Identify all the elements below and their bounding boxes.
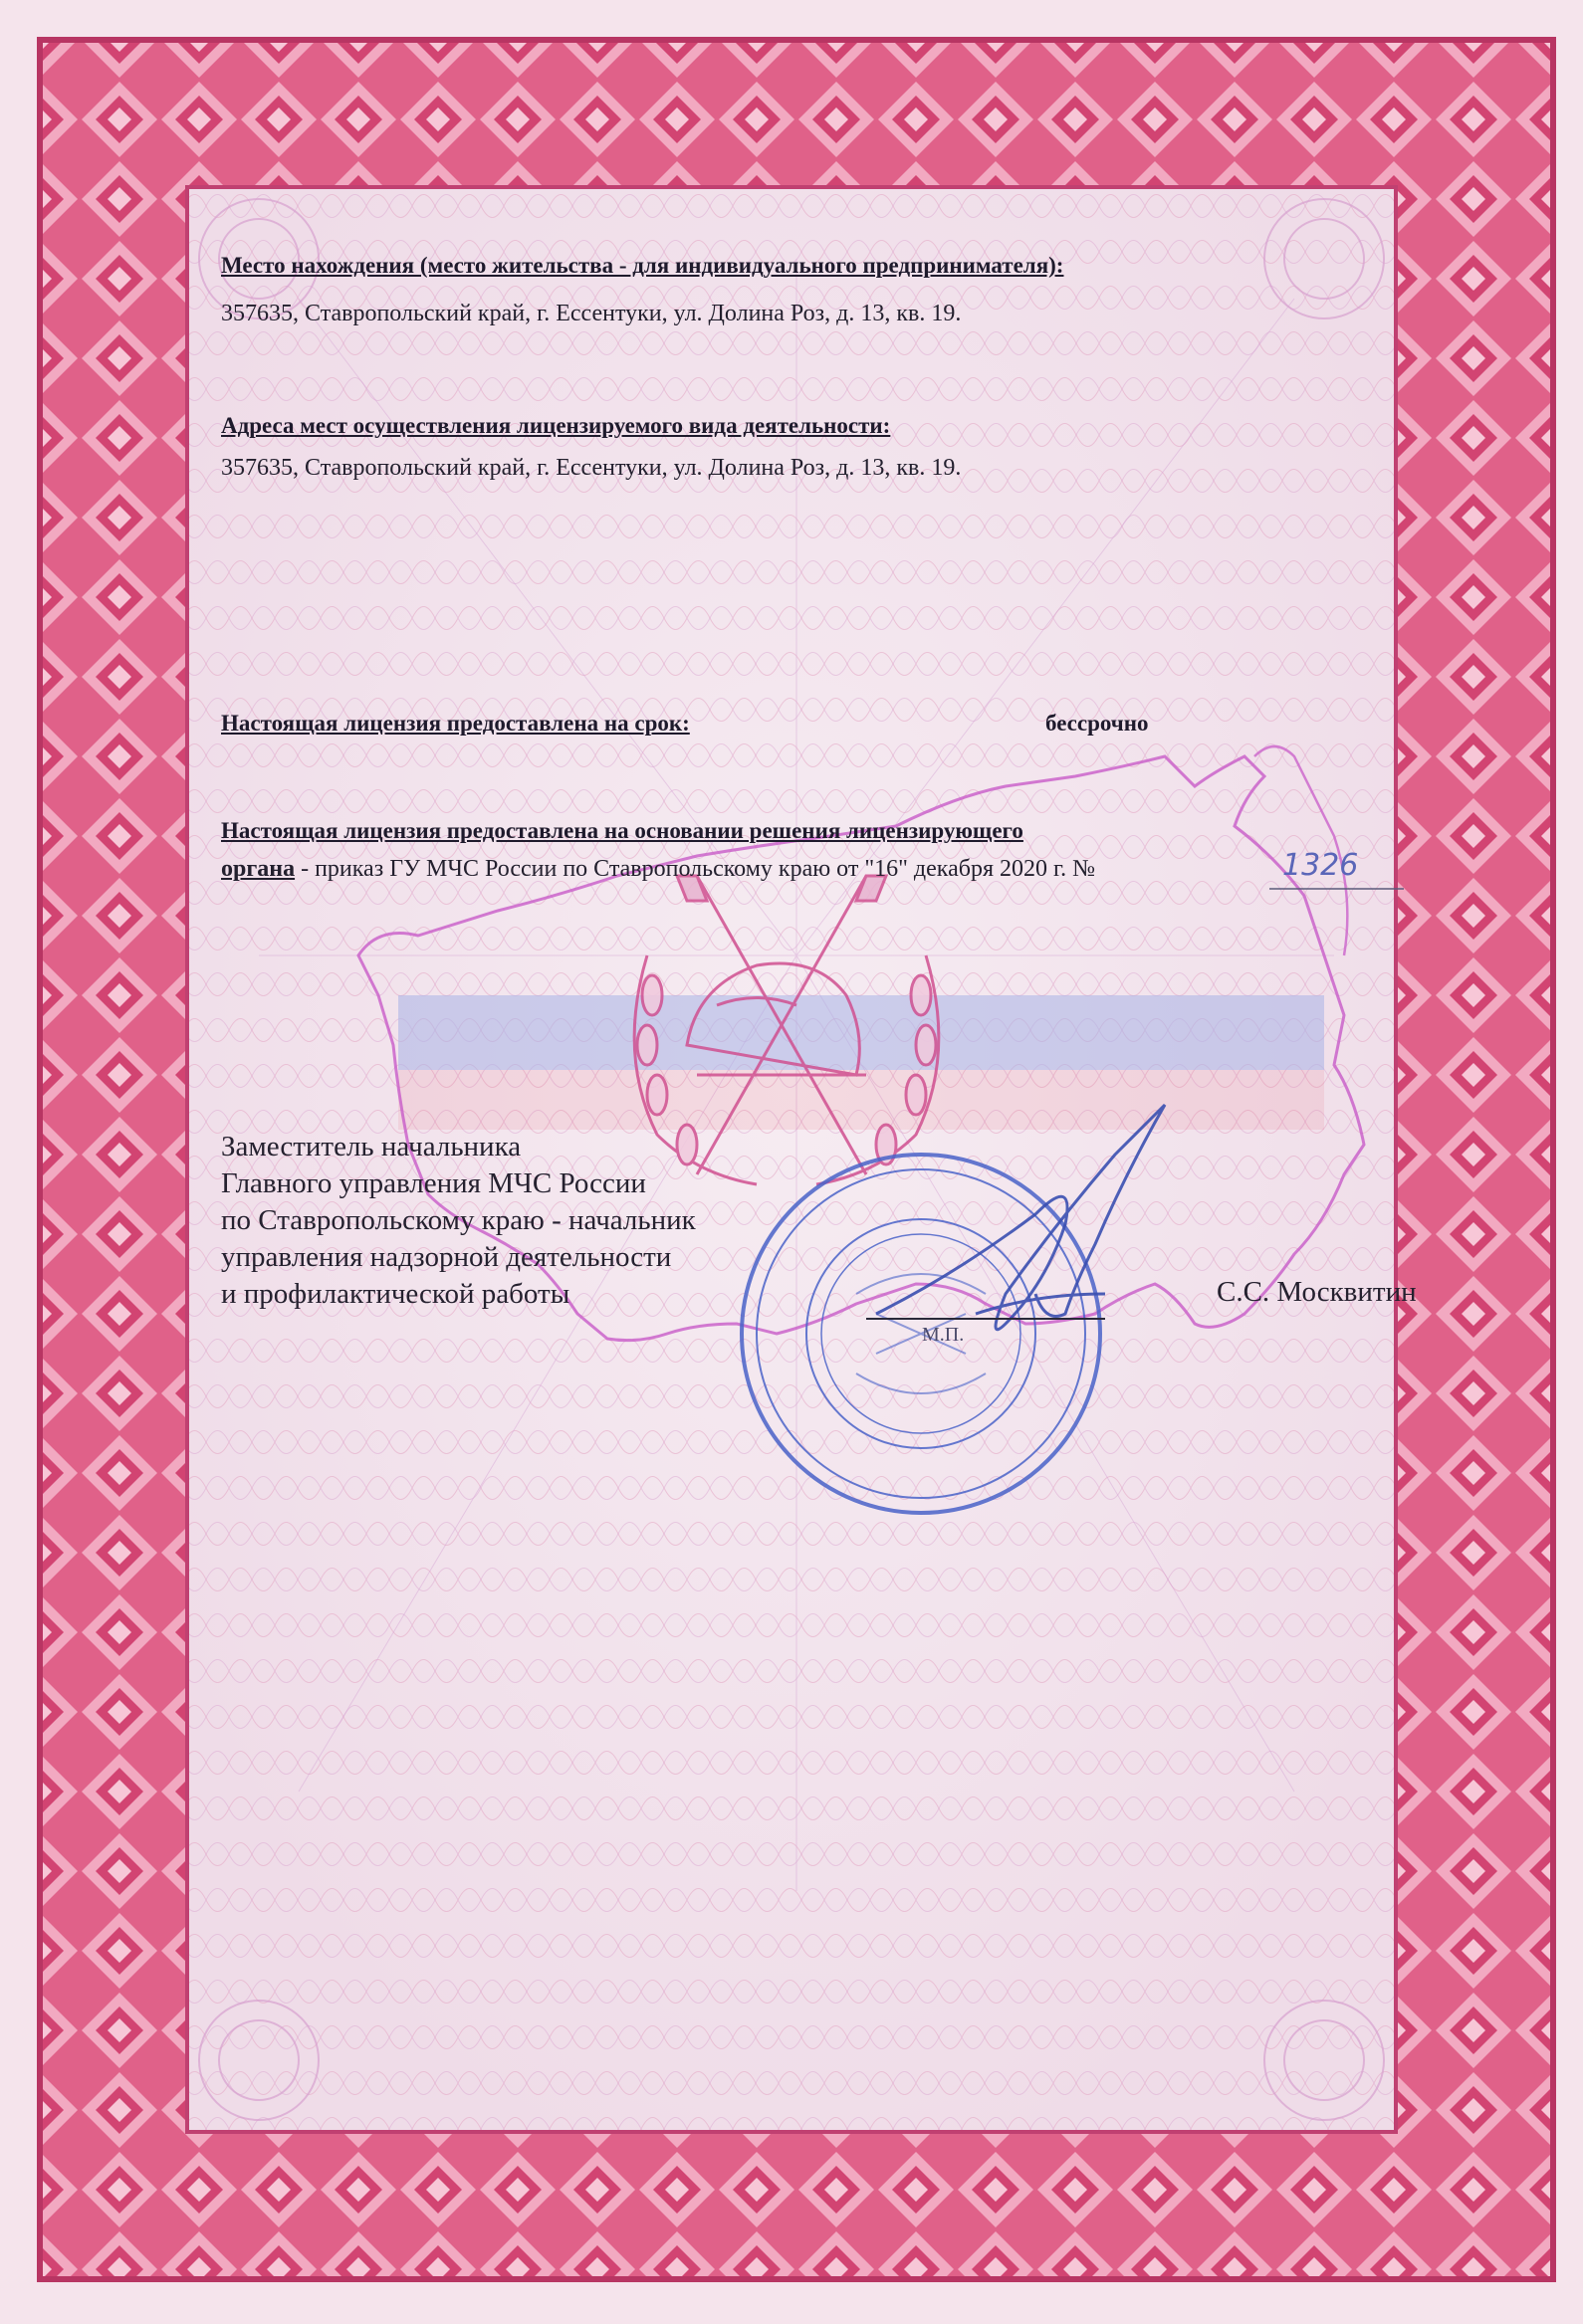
signatory-position-line: и профилактической работы xyxy=(221,1278,570,1310)
order-number-handwritten: 1326 xyxy=(1282,848,1359,883)
basis-line-1: Настоящая лицензия предоставлена на основании решения лицензирующего xyxy=(221,818,1023,843)
basis-line-2 xyxy=(221,856,1095,883)
signatory-position xyxy=(221,1129,696,1313)
signatory-position-line: Главного управления МЧС России xyxy=(221,1167,646,1199)
signatory-position-line: Заместитель начальника xyxy=(221,1131,522,1162)
basis-organ-word: органа xyxy=(221,856,296,882)
basis-order-text: - приказ ГУ МЧС России по Ставропольскому краю от "16" декабря 2020 г. № xyxy=(295,856,1096,882)
location-value: 357635, Ставропольский край, г. Ессентуки, ул. Долина Роз, д. 13, кв. 19. xyxy=(221,301,962,326)
signatory-position-line: управления надзорной деятельности xyxy=(221,1241,672,1273)
term-label: Настоящая лицензия предоставлена на срок: xyxy=(221,711,690,736)
location-label: Место нахождения (место жительства - для индивидуального предпринимателя): xyxy=(221,253,1064,278)
term-value: бессрочно xyxy=(1045,711,1149,736)
activity-value: 357635, Ставропольский край, г. Ессентуки, ул. Долина Роз, д. 13, кв. 19. xyxy=(221,455,962,481)
signatory-position-line: по Ставропольскому краю - начальник xyxy=(221,1204,696,1236)
activity-label: Адреса мест осуществления лицензируемого вида деятельности: xyxy=(221,413,891,438)
stamp-place-label: М.П. xyxy=(922,1324,965,1346)
signatory-name: С.С. Москвитин xyxy=(1217,1276,1417,1308)
